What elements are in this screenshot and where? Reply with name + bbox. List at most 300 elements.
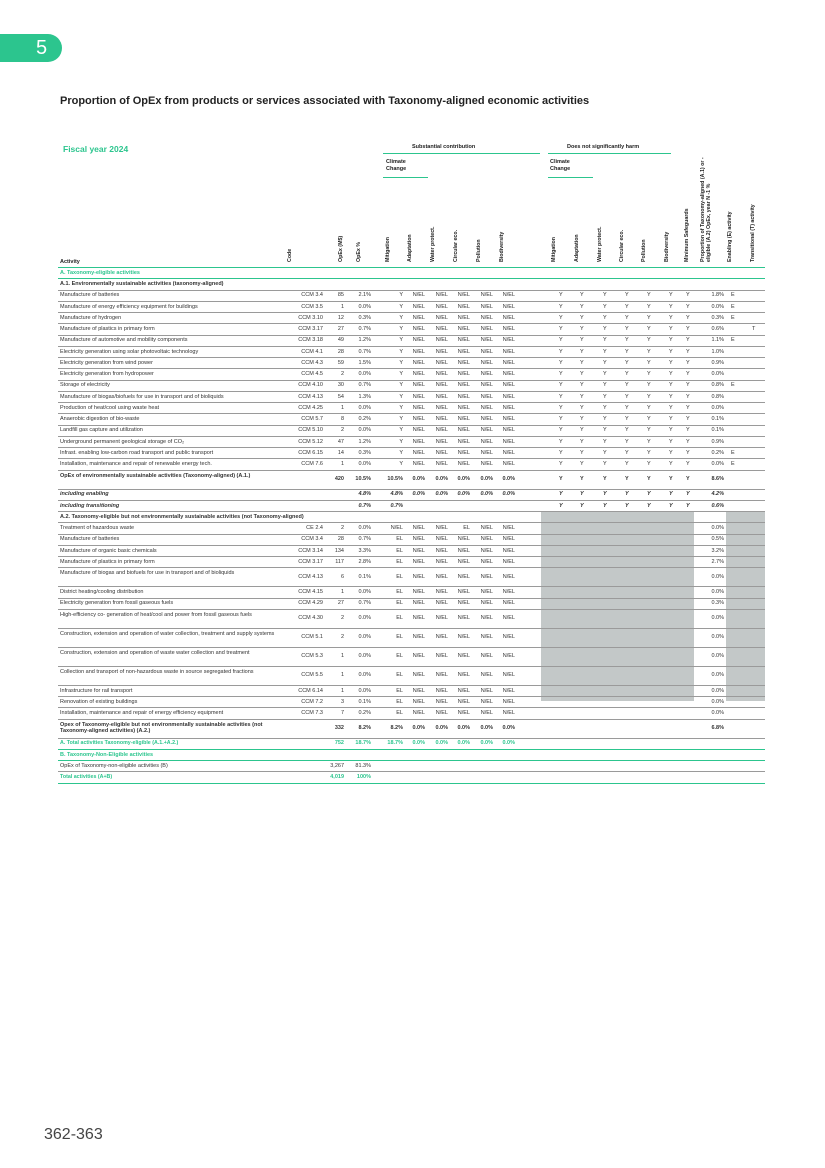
code-cell: CCM 4.3 [301,359,323,366]
dnsh-cell: Y [603,393,607,400]
substantial-contribution-cell: EL [396,547,403,554]
substantial-contribution-cell: N/EL [412,634,425,641]
opex-pct-cell: 81.3% [355,762,371,769]
dnsh-cell: Y [559,461,563,468]
substantial-contribution-cell: N/EL [480,615,493,622]
column-header-circular [453,112,462,262]
substantial-contribution-cell: 0.0% [502,476,515,483]
opex-cell: 3,267 [330,762,344,769]
proportion-cell: 0.0% [711,653,724,660]
substantial-contribution-cell: N/EL [457,615,470,622]
substantial-contribution-cell: N/EL [435,615,448,622]
opex-cell: 47 [337,438,344,445]
table-row [58,648,765,667]
opex-pct-cell: 0.0% [358,525,371,532]
column-header-label: Biodiversity [499,231,505,262]
dnsh-cell: Y [669,371,673,378]
substantial-contribution-cell: N/EL [457,292,470,299]
activity-cell: Treatment of hazardous waste [60,525,135,532]
substantial-contribution-cell: N/EL [457,359,470,366]
opex-pct-cell: 2.1% [358,292,371,299]
substantial-contribution-cell: 0.0% [480,491,493,498]
table-row [58,708,765,719]
substantial-contribution-cell: N/EL [435,573,448,580]
substantial-contribution-cell: N/EL [435,337,448,344]
table-row [58,587,765,598]
opex-pct-cell: 0.7% [358,600,371,607]
column-header-water [430,112,439,262]
substantial-contribution-cell: N/EL [457,303,470,310]
enabling-cell: E [731,337,735,344]
substantial-contribution-cell: EL [396,710,403,717]
substantial-contribution-cell: N/EL [412,416,425,423]
code-cell: CCM 5.12 [298,438,323,445]
substantial-contribution-cell: N/EL [412,348,425,355]
opex-pct-cell: 0.7% [358,348,371,355]
substantial-contribution-cell: 0.7% [390,502,403,509]
substantial-contribution-cell: N/EL [502,427,515,434]
opex-cell: 752 [334,740,344,747]
dnsh-cell: Y [669,326,673,333]
code-cell: CCM 4.1 [301,348,323,355]
substantial-contribution-cell: N/EL [457,438,470,445]
dnsh-cell: Y [580,461,584,468]
substantial-contribution-cell: N/EL [480,337,493,344]
column-header-opex_pct [356,112,365,262]
substantial-contribution-cell: N/EL [435,525,448,532]
activity-cell: Electricity generation from fossil gaseous fuels [60,600,174,607]
dnsh-cell: Y [559,292,563,299]
substantial-contribution-cell: N/EL [435,710,448,717]
activity-cell: Manufacture of hydrogen [60,314,122,321]
activity-cell: Total activities (A+B) [60,774,113,781]
activity-cell: Manufacture of organic basic chemicals [60,547,157,554]
opex-pct-cell: 100% [356,774,371,781]
column-header-water2 [597,112,606,262]
proportion-cell: 0.0% [711,573,724,580]
substantial-contribution-cell: N/EL [480,600,493,607]
substantial-contribution-cell: N/EL [457,461,470,468]
opex-pct-cell: 4.8% [358,491,371,498]
column-header-circular2 [619,112,628,262]
opex-cell: 134 [334,547,344,554]
dnsh-cell: Y [580,393,584,400]
substantial-contribution-cell: Y [399,348,403,355]
proportion-cell: 0.0% [711,371,724,378]
dnsh-cell: Y [625,359,629,366]
substantial-contribution-cell: N/EL [457,634,470,641]
fiscal-year-label: Fiscal year 2024 [63,144,129,154]
substantial-contribution-cell: N/EL [480,710,493,717]
minimum-safeguards-cell: Y [686,491,690,498]
substantial-contribution-cell: N/EL [412,449,425,456]
substantial-contribution-cell: N/EL [480,589,493,596]
substantial-contribution-cell: N/EL [412,393,425,400]
substantial-contribution-cell: N/EL [435,326,448,333]
dnsh-cell: Y [559,476,563,483]
substantial-contribution-cell: N/EL [412,589,425,596]
code-cell: CCM 5.10 [298,427,323,434]
activity-cell: Electricity generation using solar photovoltaic technology [60,348,199,355]
substantial-contribution-cell: N/EL [502,558,515,565]
activity-cell: Installation, maintenance and repair of renewable energy tech. [60,461,212,468]
column-header-mitigation [385,112,394,262]
dnsh-cell: Y [669,337,673,344]
substantial-contribution-cell: 0.0% [502,725,515,732]
table-row [58,557,765,568]
substantial-contribution-cell: N/EL [480,404,493,411]
substantial-contribution-cell: N/EL [435,687,448,694]
substantial-contribution-cell: N/EL [457,589,470,596]
dnsh-cell: Y [647,476,651,483]
opex-pct-cell: 0.2% [358,416,371,423]
proportion-cell: 0.5% [711,536,724,543]
proportion-cell: 0.0% [711,589,724,596]
substantial-contribution-cell: N/EL [502,461,515,468]
dnsh-cell: Y [603,449,607,456]
dnsh-cell: Y [559,303,563,310]
substantial-contribution-cell: N/EL [480,687,493,694]
substantial-contribution-cell: N/EL [435,536,448,543]
dnsh-cell: Y [647,427,651,434]
table-row [58,523,765,534]
dnsh-cell: Y [603,461,607,468]
column-header-label: Enabling (E) activity [727,211,733,262]
dnsh-cell: Y [647,314,651,321]
substantial-contribution-cell: N/EL [457,337,470,344]
proportion-cell: 6.8% [711,725,724,732]
opex-cell: 1 [340,461,344,468]
substantial-contribution-cell: N/EL [457,449,470,456]
column-header-label: Proportion of Taxonomy-aligned (A.1) or -eligible (A.2) OpEx, year N -1 % [700,157,712,262]
table-row [58,568,765,587]
column-header-code [287,112,296,262]
dnsh-cell: Y [625,416,629,423]
dnsh-cell: Y [625,326,629,333]
dnsh-cell: Y [603,348,607,355]
dnsh-cell: Y [625,449,629,456]
substantial-contribution-cell: N/EL [435,672,448,679]
substantial-contribution-cell: EL [396,672,403,679]
opex-cell: 1 [340,303,344,310]
dnsh-cell: Y [669,491,673,498]
dnsh-cell: Y [603,371,607,378]
proportion-cell: 0.0% [711,303,724,310]
dnsh-cell: Y [580,438,584,445]
dnsh-cell: Y [647,416,651,423]
proportion-cell: 0.0% [711,615,724,622]
minimum-safeguards-cell: Y [686,449,690,456]
substantial-contribution-cell: N/EL [457,558,470,565]
column-header-label: OpEx (M$) [338,235,344,262]
opex-cell: 30 [337,382,344,389]
minimum-safeguards-cell: Y [686,348,690,355]
substantial-contribution-cell: Y [399,416,403,423]
column-header-proportion [700,112,712,262]
dnsh-cell: Y [625,476,629,483]
substantial-contribution-cell: N/EL [457,547,470,554]
column-header-safeguards [684,112,693,262]
dnsh-cell: Y [625,292,629,299]
substantial-contribution-cell: N/EL [412,404,425,411]
dnsh-cell: Y [669,404,673,411]
substantial-contribution-cell: N/EL [435,653,448,660]
substantial-contribution-cell: Y [399,314,403,321]
code-cell: CE 2.4 [306,525,323,532]
minimum-safeguards-cell: Y [686,438,690,445]
minimum-safeguards-cell: Y [686,359,690,366]
dnsh-cell: Y [669,382,673,389]
code-cell: CCM 5.5 [301,672,323,679]
dnsh-cell: Y [559,337,563,344]
substantial-contribution-cell: N/EL [457,672,470,679]
page-number-tab [0,34,62,62]
proportion-cell: 0.0% [711,698,724,705]
substantial-contribution-cell: N/EL [480,653,493,660]
code-cell: CCM 7.2 [301,698,323,705]
dnsh-cell: Y [625,404,629,411]
substantial-contribution-cell: N/EL [457,393,470,400]
table-row [58,610,765,629]
substantial-contribution-cell: N/EL [435,449,448,456]
opex-cell: 49 [337,337,344,344]
dnsh-cell: Y [625,371,629,378]
column-header-label: Circular eco. [619,229,625,262]
dnsh-cell: Y [580,359,584,366]
opex-pct-cell: 1.5% [358,359,371,366]
substantial-contribution-cell: Y [399,337,403,344]
substantial-contribution-cell: N/EL [457,600,470,607]
minimum-safeguards-cell: Y [686,502,690,509]
page-number: 5 [36,37,48,59]
substantial-contribution-cell: Y [399,404,403,411]
substantial-contribution-cell: N/EL [502,359,515,366]
substantial-contribution-cell: Y [399,427,403,434]
table-row [58,313,765,324]
proportion-cell: 0.3% [711,314,724,321]
climate-change-header-dnsh: Climate Change [550,159,571,172]
dnsh-cell: Y [580,427,584,434]
dnsh-cell: Y [603,303,607,310]
substantial-contribution-cell: N/EL [412,687,425,694]
activity-cell: Manufacture of batteries [60,292,120,299]
substantial-contribution-cell: 0.0% [412,725,425,732]
substantial-contribution-cell: N/EL [435,371,448,378]
opex-pct-cell: 1.2% [358,337,371,344]
substantial-contribution-cell: EL [396,573,403,580]
enabling-cell: E [731,382,735,389]
dnsh-cell: Y [647,449,651,456]
table-row [58,302,765,313]
substantial-contribution-cell: N/EL [502,348,515,355]
opex-cell: 1 [340,653,344,660]
opex-table [58,268,765,784]
dnsh-cell: Y [669,476,673,483]
code-cell: CCM 5.1 [301,634,323,641]
substantial-contribution-cell: N/EL [435,303,448,310]
proportion-cell: 1.1% [711,337,724,344]
substantial-contribution-cell: 0.0% [480,476,493,483]
activity-cell: Opex of Taxonomy-eligible but not environmentally sustainable activities (not Taxonomy-aligned activities) (A.2.) [60,721,263,734]
table-row [58,437,765,448]
activity-cell: Manufacture of biogas/biofuels for use in transport and of bioliquids [60,393,224,400]
substantial-contribution-cell: N/EL [502,303,515,310]
substantial-contribution-cell: N/EL [435,558,448,565]
opex-pct-cell: 0.7% [358,502,371,509]
substantial-contribution-cell: Y [399,393,403,400]
substantial-contribution-cell: N/EL [502,547,515,554]
dnsh-cell: Y [580,314,584,321]
opex-pct-cell: 1.3% [358,393,371,400]
table-row [58,772,765,783]
table-row [58,750,765,761]
opex-cell: 2 [340,371,344,378]
substantial-contribution-cell: N/EL [457,427,470,434]
proportion-cell: 3.2% [711,547,724,554]
dnsh-cell: Y [647,337,651,344]
proportion-cell: 1.8% [711,292,724,299]
dnsh-cell: Y [625,348,629,355]
substantial-contribution-cell: EL [396,653,403,660]
column-header-label: Biodiversity [664,231,670,262]
dnsh-cell: Y [669,303,673,310]
proportion-cell: 0.6% [711,502,724,509]
substantial-contribution-cell: N/EL [480,303,493,310]
opex-pct-cell: 18.7% [355,740,371,747]
substantial-contribution-cell: N/EL [480,634,493,641]
substantial-contribution-cell: 0.0% [435,740,448,747]
column-header-label: Transitional (T) activity [750,204,756,262]
substantial-contribution-cell: N/EL [457,536,470,543]
dnsh-cell: Y [625,502,629,509]
substantial-contribution-cell: 0.0% [412,476,425,483]
dnsh-cell: Y [625,314,629,321]
proportion-cell: 1.0% [711,348,724,355]
dnsh-cell: Y [625,393,629,400]
column-header-label: OpEx % [356,241,362,262]
substantial-contribution-cell: 4.8% [390,491,403,498]
activity-cell: Manufacture of energy efficiency equipment for buildings [60,303,198,310]
substantial-contribution-cell: EL [396,558,403,565]
proportion-cell: 0.0% [711,634,724,641]
substantial-contribution-cell: N/EL [502,404,515,411]
table-row [58,501,765,512]
substantial-contribution-cell: N/EL [412,558,425,565]
activity-cell: Collection and transport of non-hazardous waste in source segregated fractions [60,668,254,675]
opex-cell: 14 [337,449,344,456]
code-cell: CCM 3.4 [301,292,323,299]
opex-cell: 332 [334,725,344,732]
substantial-contribution-cell: N/EL [412,710,425,717]
activity-column-header: Activity [60,259,80,265]
column-header-opex [338,112,347,262]
minimum-safeguards-cell: Y [686,314,690,321]
dnsh-cell: Y [625,491,629,498]
dnsh-cell: Y [559,491,563,498]
substantial-contribution-cell: N/EL [480,382,493,389]
minimum-safeguards-cell: Y [686,416,690,423]
substantial-contribution-cell: EL [396,615,403,622]
activity-cell: including enabling [60,491,109,498]
opex-cell: 85 [337,292,344,299]
substantial-contribution-cell: N/EL [412,600,425,607]
code-cell: CCM 3.5 [301,303,323,310]
code-cell: CCM 4.25 [298,404,323,411]
dnsh-cell: Y [647,461,651,468]
column-header-pollution [476,112,485,262]
table-row [58,667,765,686]
dnsh-cell: Y [559,314,563,321]
substantial-contribution-cell: Y [399,292,403,299]
substantial-contribution-cell: 10.5% [387,476,403,483]
table-row [58,739,765,750]
opex-cell: 1 [340,687,344,694]
dnsh-cell: Y [559,393,563,400]
column-header-label: Minimum Safeguards [684,208,690,262]
substantial-contribution-cell: N/EL [480,292,493,299]
dnsh-cell: Y [580,348,584,355]
opex-cell: 3 [340,698,344,705]
table-row [58,381,765,392]
opex-cell: 12 [337,314,344,321]
substantial-contribution-cell: N/EL [435,427,448,434]
opex-pct-cell: 0.1% [358,573,371,580]
substantial-contribution-cell: N/EL [502,393,515,400]
table-row [58,291,765,302]
substantial-contribution-cell: Y [399,461,403,468]
table-row [58,403,765,414]
column-header-label: Circular eco. [453,229,459,262]
opex-pct-cell: 0.0% [358,404,371,411]
dnsh-cell: Y [603,314,607,321]
substantial-contribution-cell: N/EL [412,438,425,445]
substantial-contribution-cell: N/EL [502,653,515,660]
dnsh-cell: Y [647,491,651,498]
dnsh-cell: Y [669,438,673,445]
dnsh-cell: Y [580,416,584,423]
table-row [58,629,765,648]
activity-cell: Anaerobic digestion of bio-waste [60,416,140,423]
substantial-contribution-cell: N/EL [457,382,470,389]
opex-pct-cell: 0.0% [358,303,371,310]
column-header-adaptation [407,112,416,262]
substantial-contribution-cell: N/EL [412,536,425,543]
dnsh-rule [548,153,671,154]
opex-pct-cell: 0.0% [358,687,371,694]
dnsh-cell: Y [669,348,673,355]
dnsh-cell: Y [647,326,651,333]
opex-cell: 1 [340,404,344,411]
opex-pct-cell: 8.2% [358,725,371,732]
substantial-contribution-cell: N/EL [435,589,448,596]
dnsh-cell: Y [559,404,563,411]
dnsh-cell: Y [559,416,563,423]
substantial-contribution-cell: N/EL [412,547,425,554]
dnsh-cell: Y [669,502,673,509]
code-cell: CCM 3.4 [301,536,323,543]
substantial-contribution-cell: 0.0% [502,740,515,747]
substantial-contribution-cell: N/EL [390,525,403,532]
substantial-contribution-cell: Y [399,303,403,310]
dnsh-cell: Y [625,382,629,389]
opex-cell: 7 [340,710,344,717]
code-cell: CCM 4.5 [301,371,323,378]
minimum-safeguards-cell: Y [686,427,690,434]
substantial-contribution-cell: N/EL [502,698,515,705]
substantial-contribution-cell: N/EL [457,698,470,705]
code-cell: CCM 7.6 [301,461,323,468]
activity-cell: OpEx of Taxonomy-non-eligible activities (B) [60,762,168,769]
